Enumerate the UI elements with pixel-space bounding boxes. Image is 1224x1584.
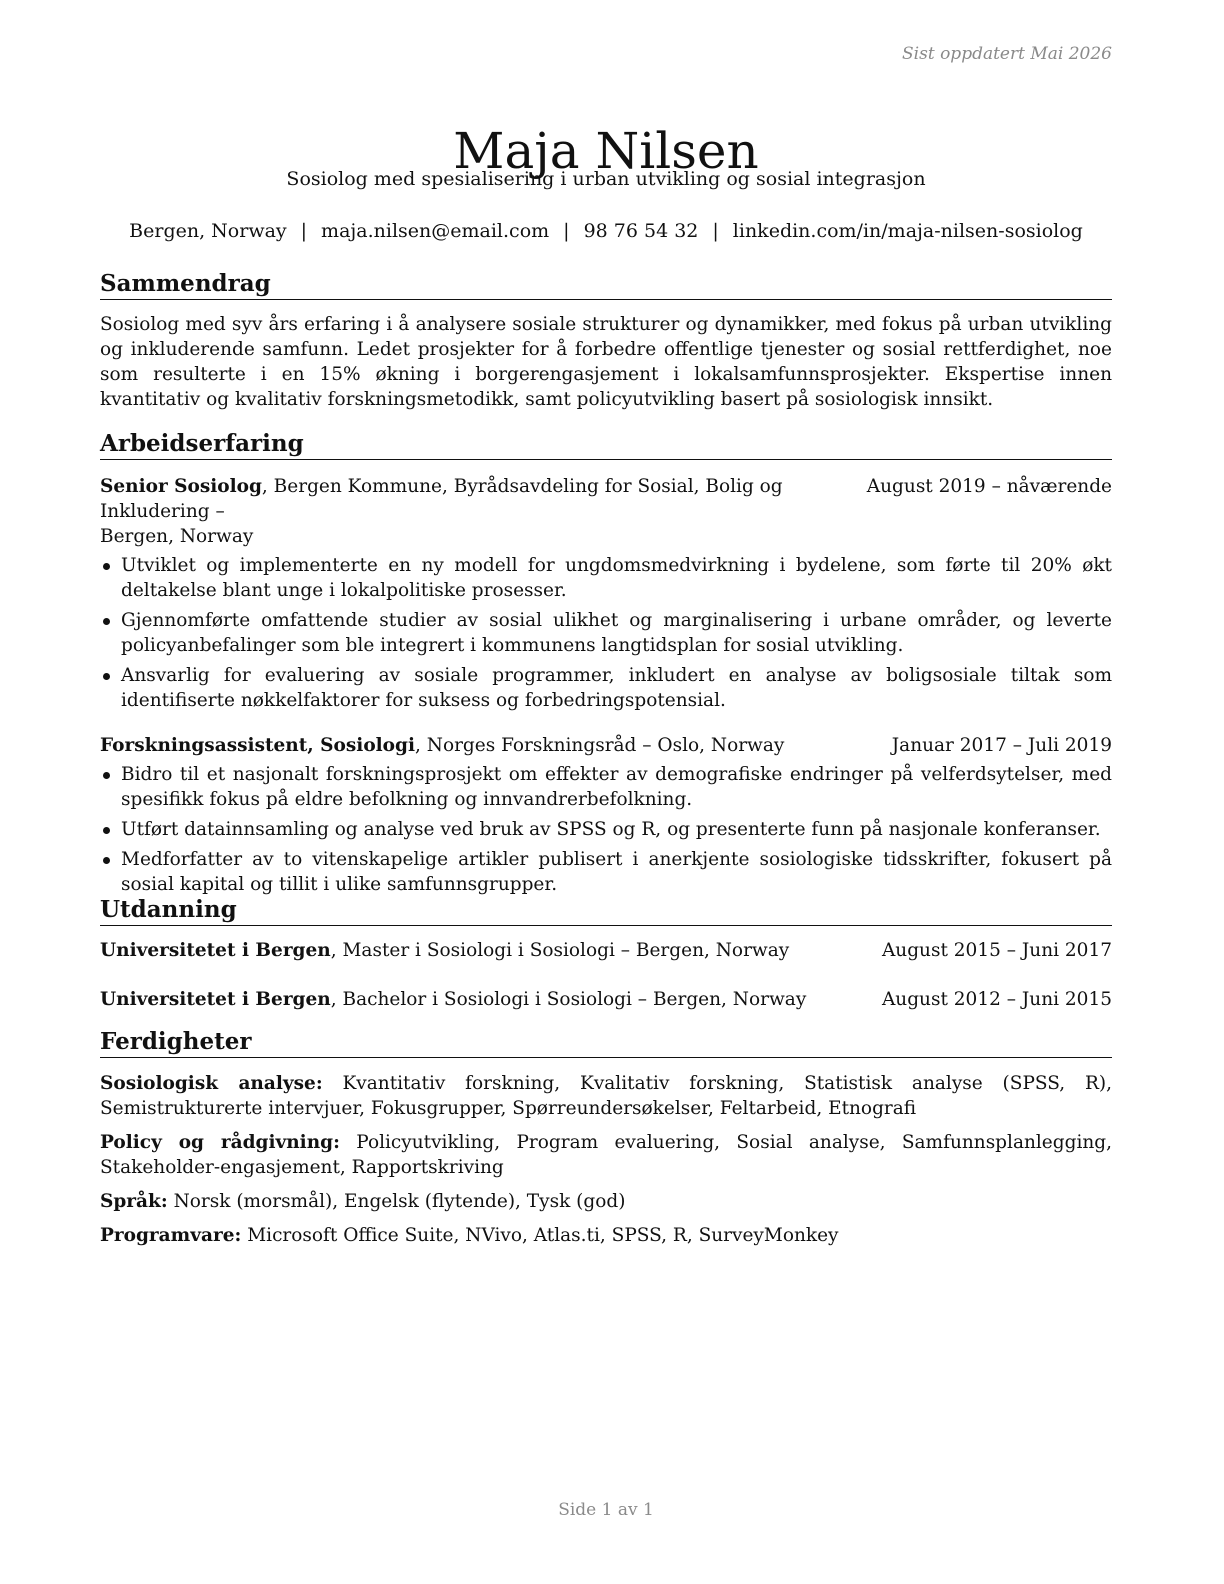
education-entry bbox=[100, 987, 1112, 1012]
experience-section bbox=[100, 430, 1112, 902]
skill-row bbox=[100, 1130, 1112, 1180]
contact-separator: | bbox=[300, 220, 308, 242]
job-bullets bbox=[100, 553, 1112, 713]
skills-list bbox=[100, 1071, 1112, 1248]
skill-label: Programvare: bbox=[100, 1225, 242, 1246]
job-header bbox=[100, 733, 1112, 758]
skills-section bbox=[100, 1028, 1112, 1257]
job-dates: August 2019 – nåværende bbox=[866, 476, 1112, 497]
contact-email[interactable]: maja.nilsen@email.com bbox=[321, 220, 550, 242]
skill-row bbox=[100, 1223, 1112, 1248]
contact-linkedin[interactable]: linkedin.com/in/maja-nilsen-sosiolog bbox=[732, 220, 1083, 242]
skill-row bbox=[100, 1189, 1112, 1214]
contact-line bbox=[100, 219, 1112, 243]
education-section bbox=[100, 896, 1112, 1012]
list-item: Ansvarlig for evaluering av sosiale programmer, inkludert en analyse av boligsosiale tiltak som identifiserte nøkkelfaktorer for suksess og forbedringspotensial. bbox=[100, 663, 1112, 713]
skill-text: Kvantitativ forskning, Kvalitativ forskning, Statistisk analyse (SPSS, R), Semistrukturerte intervjuer, Fokusgrupper, Spørreundersøkelser, Feltarbeid, Etnografi bbox=[100, 1073, 1112, 1119]
summary-section bbox=[100, 270, 1112, 412]
skill-label: Sosiologisk analyse: bbox=[100, 1073, 323, 1094]
skill-text: Microsoft Office Suite, NVivo, Atlas.ti, SPSS, R, SurveyMonkey bbox=[241, 1225, 839, 1246]
page-number: Side 1 av 1 bbox=[558, 1500, 654, 1520]
list-item: Utført datainnsamling og analyse ved bruk av SPSS og R, og presenterte funn på nasjonale konferanser. bbox=[100, 817, 1112, 842]
tagline: Sosiolog med spesialisering i urban utvikling og sosial integrasjon bbox=[286, 168, 926, 190]
job-role: Senior Sosiolog bbox=[100, 476, 262, 497]
skill-text: Policyutvikling, Program evaluering, Sosial analyse, Samfunnsplanlegging, Stakeholder-engasjement, Rapportskriving bbox=[100, 1132, 1112, 1178]
education-entry bbox=[100, 938, 1112, 963]
section-title: Utdanning bbox=[100, 896, 1112, 926]
education-dates: August 2012 – Juni 2015 bbox=[881, 989, 1112, 1010]
job-dates: Januar 2017 – Juli 2019 bbox=[891, 735, 1112, 756]
contact-phone: 98 76 54 32 bbox=[583, 220, 699, 242]
list-item: Medforfatter av to vitenskapelige artikler publisert i anerkjente sosiologiske tidsskrifter, fokusert på sosial kapital og tillit i ulike samfunnsgrupper. bbox=[100, 847, 1112, 897]
job-entry bbox=[100, 733, 1112, 897]
job-org: , Norges Forskningsråd – Oslo, Norway bbox=[415, 735, 785, 756]
resume-page bbox=[100, 0, 1112, 1584]
list-item: Bidro til et nasjonalt forskningsprosjekt om effekter av demografiske endringer på velferdsytelser, med spesifikk fokus på eldre befolkning og innvandrerbefolkning. bbox=[100, 762, 1112, 812]
job-entry bbox=[100, 474, 1112, 713]
section-title: Sammendrag bbox=[100, 270, 1112, 300]
job-org: , Bergen Kommune, Byrådsavdeling for Sosial, Bolig og Inkludering – bbox=[100, 476, 783, 522]
education-school: Universitetet i Bergen bbox=[100, 989, 331, 1010]
contact-separator: | bbox=[712, 220, 719, 242]
list-item: Utviklet og implementerte en ny modell for ungdomsmedvirkning i bydelene, som førte til 20% økt deltakelse blant unge i lokalpolitiske prosesser. bbox=[100, 553, 1112, 603]
skill-text: Norsk (morsmål), Engelsk (flytende), Tysk (god) bbox=[167, 1191, 626, 1212]
job-role: Forskningsassistent, Sosiologi bbox=[100, 735, 415, 756]
job-bullets bbox=[100, 762, 1112, 897]
job-location: Bergen, Norway bbox=[100, 526, 254, 547]
skill-label: Policy og rådgivning: bbox=[100, 1132, 340, 1153]
section-title: Arbeidserfaring bbox=[100, 430, 1112, 460]
contact-separator: | bbox=[563, 220, 570, 242]
candidate-name: Maja Nilsen bbox=[453, 121, 759, 180]
skill-label: Språk: bbox=[100, 1191, 168, 1212]
section-title: Ferdigheter bbox=[100, 1028, 1112, 1058]
education-dates: August 2015 – Juni 2017 bbox=[881, 940, 1112, 961]
education-school: Universitetet i Bergen bbox=[100, 940, 331, 961]
education-detail: , Master i Sosiologi i Sosiologi – Bergen, Norway bbox=[330, 940, 790, 961]
education-detail: , Bachelor i Sosiologi i Sosiologi – Bergen, Norway bbox=[330, 989, 807, 1010]
contact-location: Bergen, Norway bbox=[129, 220, 287, 242]
last-updated: Sist oppdatert Mai 2026 bbox=[902, 44, 1112, 64]
job-header bbox=[100, 474, 1112, 524]
summary-text: Sosiolog med syv års erfaring i å analysere sosiale strukturer og dynamikker, med fokus på urban utvikling og inkluderende samfunn. Ledet prosjekter for å forbedre offentlige tjenester og sosial rettferdighet, noe som resulterte i en 15% økning i borgerengasjement i lokalsamfunnsprosjekter. Ekspertise innen kvantitativ og kvalitativ forskningsmetodikk, samt policyutvikling basert på sosiologisk innsikt. bbox=[100, 314, 1112, 410]
skill-row bbox=[100, 1071, 1112, 1121]
list-item: Gjennomførte omfattende studier av sosial ulikhet og marginalisering i urbane områder, og leverte policyanbefalinger som ble integrert i kommunens langtidsplan for sosial utvikling. bbox=[100, 608, 1112, 658]
